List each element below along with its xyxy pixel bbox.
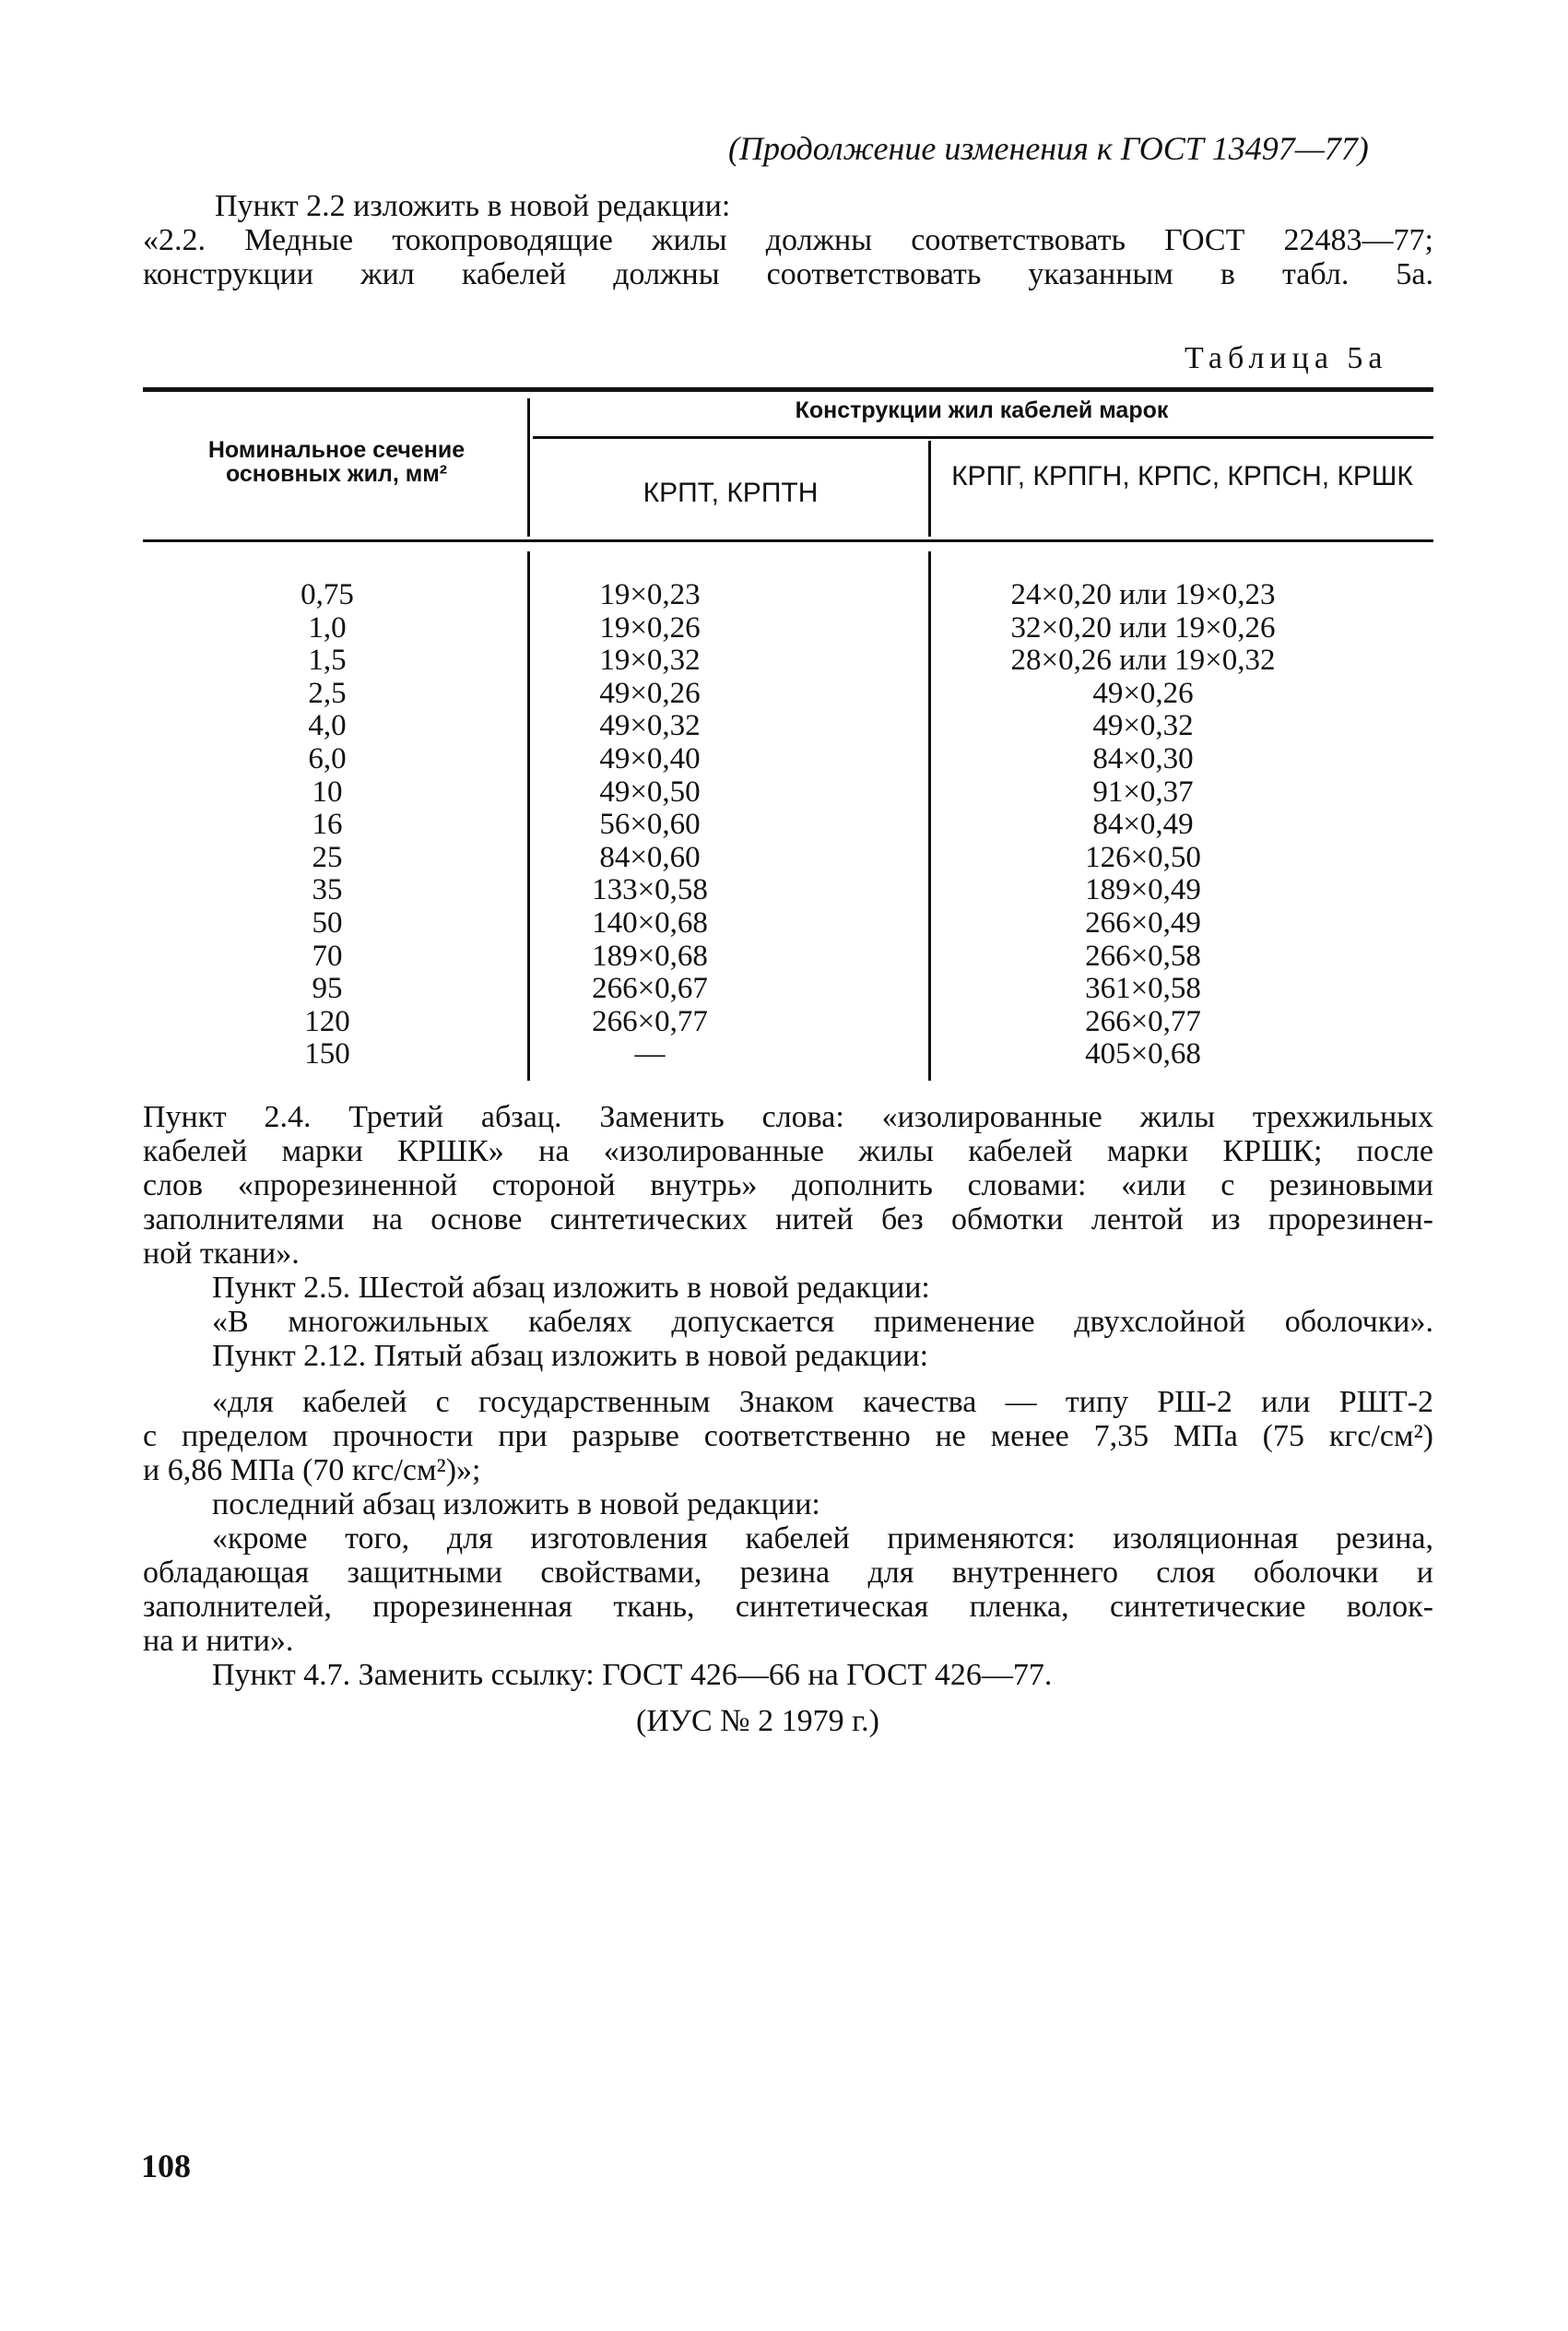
table-cell: 50 — [312, 905, 343, 940]
table-cell: 28×0,26 или 19×0,32 — [1010, 644, 1276, 678]
last-paragraph-intro: последний абзац изложить в новой редакции: — [212, 1487, 820, 1521]
table-cell: 56×0,60 — [599, 808, 701, 842]
table-cell: 405×0,68 — [1085, 1037, 1201, 1071]
table-vline-1-header — [527, 398, 530, 537]
paragraph-4-7: Пункт 4.7. Заменить ссылку: ГОСТ 426—66 на ГОСТ 426—77. — [212, 1658, 1053, 1692]
paragraph-2-4-line-5: ной ткани». — [143, 1236, 300, 1271]
continuation-note: (Продолжение изменения к ГОСТ 13497—77) — [728, 130, 1369, 167]
table-cell: 0,75 — [301, 578, 354, 611]
table-cell: 266×0,77 — [1085, 1004, 1201, 1038]
last-paragraph-line-1: «кроме того, для изготовления кабелей применяются: изоляционная резина, — [212, 1521, 1433, 1556]
col-header-section: Номинальное сечение основных жил, мм² — [207, 437, 466, 487]
paragraph-2-12-line-3: и 6,86 МПа (70 кгс/см²)»; — [143, 1453, 481, 1487]
table-cell: 84×0,60 — [599, 840, 701, 874]
table-cell: 19×0,23 — [599, 578, 701, 611]
table-cell: 140×0,68 — [592, 905, 708, 940]
table-cell: 10 — [312, 775, 343, 809]
column-section-values — [277, 579, 378, 1071]
table-cell: 361×0,58 — [1085, 972, 1201, 1006]
paragraph-2-5-intro: Пункт 2.5. Шестой абзац изложить в новой редакции: — [212, 1271, 930, 1305]
table-cell: 2,5 — [308, 676, 347, 710]
paragraph-2-4-line-3: слов «прорезиненной стороной внутрь» дополнить словами: «или с резиновыми — [143, 1168, 1433, 1202]
paragraph-2-5-text: «В многожильных кабелях допускается применение двухслойной оболочки». — [212, 1305, 1433, 1339]
table-cell: 25 — [312, 840, 343, 874]
table-cell: 266×0,67 — [592, 972, 708, 1006]
table-cell: 189×0,49 — [1085, 873, 1201, 907]
table-cell: 133×0,58 — [592, 873, 708, 907]
table-cell: 91×0,37 — [1092, 775, 1194, 809]
table-cell: 120 — [304, 1004, 350, 1038]
table-group-rule — [533, 436, 1433, 439]
table-cell: 266×0,77 — [592, 1004, 708, 1038]
table-cell: 32×0,20 или 19×0,26 — [1010, 610, 1276, 645]
table-cell: 70 — [312, 939, 343, 973]
table-cell: 84×0,49 — [1092, 808, 1194, 842]
table-cell: 95 — [312, 972, 343, 1006]
paragraph-2-12-line-2: с пределом прочности при разрыве соответственно не менее 7,35 МПа (75 кгс/см²) — [143, 1419, 1433, 1453]
last-paragraph-line-3: заполнителей, прорезиненная ткань, синтетическая пленка, синтетические волок- — [143, 1590, 1433, 1624]
table-cell: 49×0,50 — [599, 775, 701, 809]
paragraph-2-12-intro: Пункт 2.12. Пятый абзац изложить в новой редакции: — [212, 1339, 929, 1373]
table-cell: 266×0,49 — [1085, 905, 1201, 940]
table-cell: 24×0,20 или 19×0,23 — [1010, 578, 1276, 611]
paragraph-2-2-line-2: конструкции жил кабелей должны соответствовать указанным в табл. 5а. — [143, 257, 1433, 291]
table-cell: — — [634, 1037, 666, 1071]
col-header-krpt: КРПТ, КРПТН — [643, 478, 819, 508]
table-cell: 150 — [304, 1037, 350, 1071]
col-header-krpg: КРПГ, КРПГН, КРПС, КРПСН, КРШК — [951, 461, 1413, 491]
last-paragraph-line-4: на и нити». — [143, 1624, 294, 1658]
ius-reference: (ИУС № 2 1979 г.) — [636, 1704, 879, 1738]
table-cell: 49×0,26 — [599, 676, 701, 710]
table-cell: 6,0 — [308, 741, 347, 775]
table-cell: 35 — [312, 873, 343, 907]
table-cell: 1,0 — [308, 610, 347, 645]
table-cell: 49×0,32 — [599, 709, 701, 743]
paragraph-2-2-line-1: «2.2. Медные токопроводящие жилы должны соответствовать ГОСТ 22483—77; — [143, 223, 1433, 257]
table-cell: 189×0,68 — [592, 939, 708, 973]
table-cell: 19×0,26 — [599, 610, 701, 645]
table-cell: 49×0,32 — [1092, 709, 1194, 743]
table-cell: 126×0,50 — [1085, 840, 1201, 874]
paragraph-2-4-line-1: Пункт 2.4. Третий абзац. Заменить слова: «изолированные жилы трехжильных — [143, 1100, 1433, 1134]
page-number: 108 — [141, 2148, 191, 2184]
table-vline-1-body — [527, 551, 530, 1081]
paragraph-2-4-line-4: заполнителями на основе синтетических нитей без обмотки лентой из прорезинен- — [143, 1202, 1433, 1236]
table-cell: 19×0,32 — [599, 644, 701, 678]
table-cell: 4,0 — [308, 709, 347, 743]
table-vline-2-header — [928, 441, 931, 537]
table-cell: 49×0,26 — [1092, 676, 1194, 710]
column-krpt-values — [548, 579, 751, 1071]
table-cell: 266×0,58 — [1085, 939, 1201, 973]
table-top-rule — [143, 387, 1433, 392]
table-cell: 49×0,40 — [599, 741, 701, 775]
col-group-header: Конструкции жил кабелей марок — [795, 397, 1169, 423]
table-header-rule — [143, 539, 1433, 542]
table-cell: 16 — [312, 808, 343, 842]
table-caption: Таблица 5а — [1185, 341, 1388, 375]
table-cell: 1,5 — [308, 644, 347, 678]
paragraph-2-4-line-2: кабелей марки КРШК» на «изолированные жилы кабелей марки КРШК; после — [143, 1134, 1433, 1168]
paragraph-2-12-line-1: «для кабелей с государственным Знаком качества — типу РШ-2 или РШТ-2 — [212, 1385, 1433, 1419]
table-cell: 84×0,30 — [1092, 741, 1194, 775]
last-paragraph-line-2: обладающая защитными свойствами, резина для внутреннего слоя оболочки и — [143, 1556, 1433, 1590]
paragraph-2-2-intro: Пункт 2.2 изложить в новой редакции: — [215, 189, 731, 223]
column-krpg-values — [926, 579, 1360, 1071]
